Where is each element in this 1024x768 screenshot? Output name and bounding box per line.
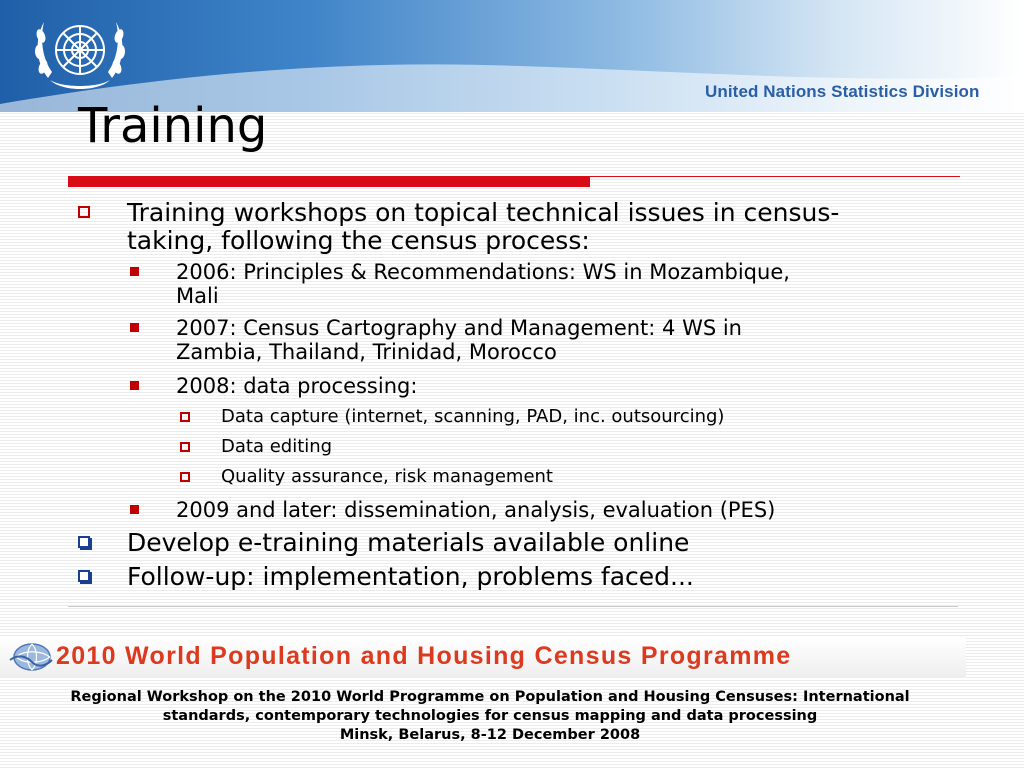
footer-line: Minsk, Belarus, 8-12 December 2008 [339, 727, 641, 743]
slide-title: Training [78, 98, 268, 154]
bullet-hollow-square-icon [180, 472, 190, 482]
census-programme-title: 2010 World Population and Housing Census Programme [56, 642, 792, 670]
sub-bullet-text: 2007: Census Cartography and Management: 4 WS in [176, 316, 742, 340]
organization-name: United Nations Statistics Division [705, 82, 980, 101]
sub-bullet-text: Zambia, Thailand, Trinidad, Morocco [176, 340, 557, 364]
bullet-text: Follow-up: implementation, problems faced... [127, 562, 694, 591]
census-globe-icon [8, 640, 54, 674]
sub-bullet-text: 2008: data processing: [176, 374, 418, 398]
bullet-solid-square-icon [130, 505, 139, 514]
sub-sub-bullet-text: Data editing [221, 436, 333, 457]
footer-line: Regional Workshop on the 2010 World Programme on Population and Housing Censuses: International [70, 689, 910, 705]
sub-bullet-text: 2006: Principles & Recommendations: WS in Mozambique, [176, 260, 790, 284]
bullet-solid-square-icon [130, 323, 139, 332]
bullet-3d-square-icon [78, 570, 90, 582]
sub-bullet-text: Mali [176, 284, 219, 308]
bullet-solid-square-icon [130, 267, 139, 276]
title-underline-thick [68, 176, 590, 187]
footer-line: standards, contemporary technologies for census mapping and data processing [162, 708, 818, 724]
bullet-text: Develop e-training materials available online [127, 528, 690, 557]
bullet-solid-square-icon [130, 381, 139, 390]
sub-bullet-text: 2009 and later: dissemination, analysis, evaluation (PES) [176, 498, 776, 522]
sub-sub-bullet-text: Data capture (internet, scanning, PAD, inc. outsourcing) [221, 406, 725, 427]
un-emblem-icon [28, 8, 132, 100]
sub-sub-bullet-text: Quality assurance, risk management [221, 466, 553, 487]
bullet-text: Training workshops on topical technical issues in census- [127, 198, 840, 227]
bullet-hollow-square-icon [78, 206, 90, 218]
bullet-hollow-square-icon [180, 442, 190, 452]
title-underline-thin [590, 176, 960, 177]
bullet-3d-square-icon [78, 536, 90, 548]
bullet-hollow-square-icon [180, 412, 190, 422]
footer-caption [0, 688, 980, 745]
bullet-text: taking, following the census process: [127, 226, 590, 255]
content-divider [68, 606, 958, 607]
